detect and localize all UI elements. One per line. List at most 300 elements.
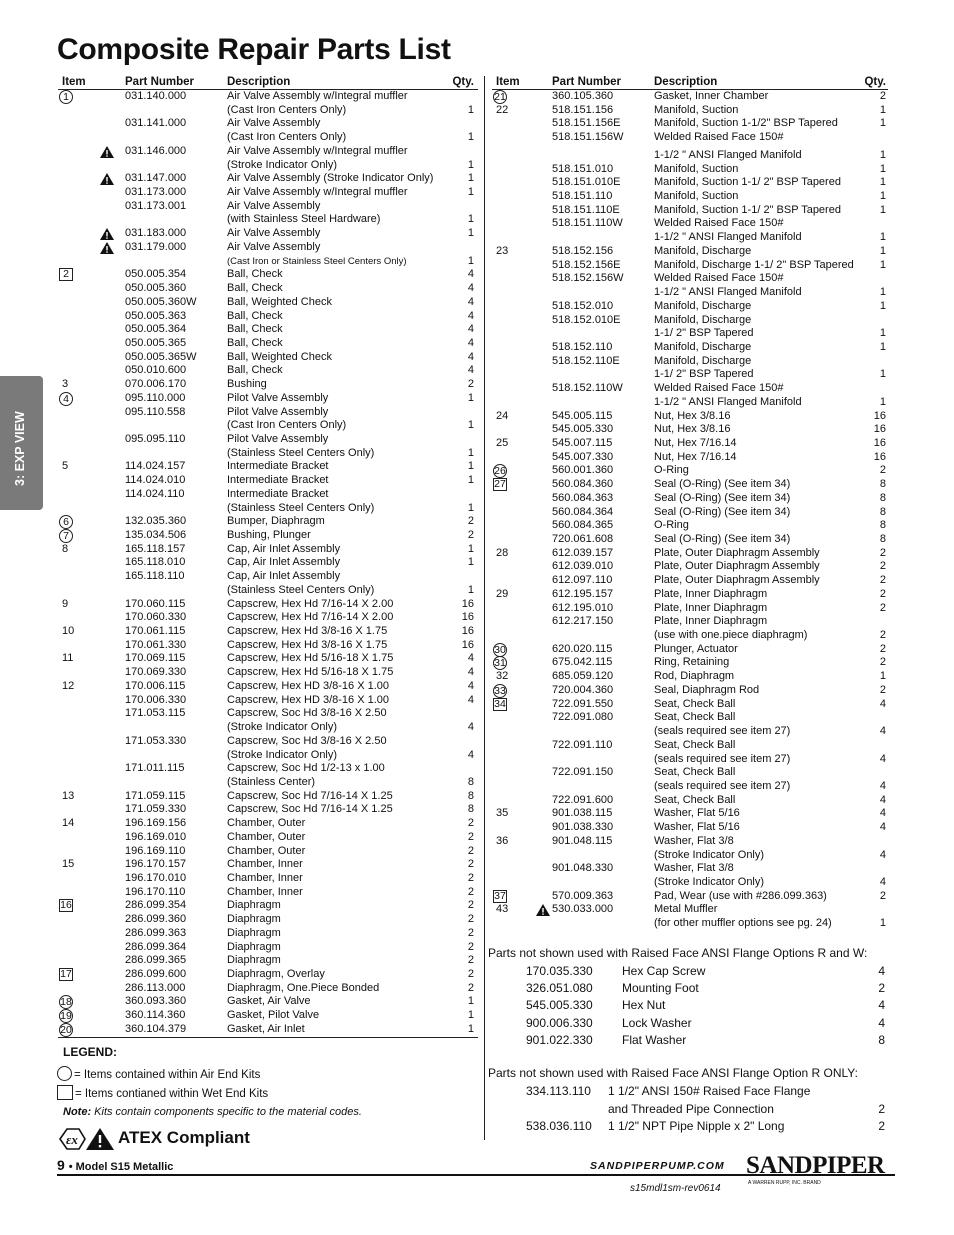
wet-end-marker: 17 bbox=[60, 968, 72, 980]
wet-end-marker: 16 bbox=[60, 899, 72, 912]
part-description: Ball, Weighted Check bbox=[227, 350, 332, 363]
part-description: Ball, Check bbox=[227, 282, 283, 295]
part-description: (Stainless Center) bbox=[227, 775, 316, 788]
table-row bbox=[492, 711, 888, 725]
part-qty: 2 bbox=[467, 913, 474, 926]
table-row bbox=[58, 1009, 478, 1023]
part-number: 612.195.010 bbox=[552, 601, 614, 614]
part-number: 360.105.360 bbox=[552, 90, 614, 102]
part-qty: 2 bbox=[467, 817, 474, 830]
part-qty: 1 bbox=[467, 583, 474, 596]
table-row bbox=[492, 643, 888, 657]
part-description: (Cast Iron Centers Only) bbox=[227, 419, 347, 432]
part-qty: 1 bbox=[879, 117, 886, 130]
table-row bbox=[58, 460, 478, 474]
part-description: Nut, Hex 3/8.16 bbox=[654, 423, 731, 436]
extra-description: 1 1/2" ANSI 150# Raised Face Flange bbox=[608, 1084, 811, 1098]
table-row bbox=[58, 296, 478, 310]
part-number: 612.097.110 bbox=[552, 574, 613, 587]
part-number: 170.069.330 bbox=[125, 666, 187, 679]
extra-part-number: 170.035.330 bbox=[526, 964, 593, 978]
part-qty: 8 bbox=[879, 491, 886, 504]
table-row bbox=[492, 876, 888, 890]
part-number: 171.059.330 bbox=[125, 803, 187, 816]
table-bottom-rule bbox=[58, 1037, 478, 1038]
page-number-value: 9 bbox=[57, 1157, 65, 1173]
item-number: 43 bbox=[496, 903, 509, 916]
part-number: 196.170.157 bbox=[125, 858, 187, 871]
table-row bbox=[492, 451, 888, 465]
table-row bbox=[492, 629, 888, 643]
part-qty: 4 bbox=[467, 282, 474, 295]
part-number: 545.005.115 bbox=[552, 409, 613, 422]
flange-rw-heading: Parts not shown used with Raised Face ANSI Flange Options R and W: bbox=[488, 946, 868, 960]
table-row bbox=[58, 872, 478, 886]
legend-box-text: = Items contianed within Wet End Kits bbox=[75, 1088, 269, 1100]
item-number: 32 bbox=[496, 670, 509, 683]
part-description: Bumper, Diaphragm bbox=[227, 515, 325, 528]
extra-part-number: 900.006.330 bbox=[526, 1015, 593, 1030]
part-description: (Cast Iron or Stainless Steel Centers Only) bbox=[227, 255, 407, 267]
table-row bbox=[58, 90, 478, 104]
part-number: 286.099.354 bbox=[125, 899, 187, 912]
part-qty: 1 bbox=[467, 213, 474, 226]
wet-end-marker: 34 bbox=[494, 697, 506, 710]
table-row bbox=[58, 790, 478, 804]
part-number: 685.059.120 bbox=[552, 670, 614, 683]
item-number: 24 bbox=[496, 409, 509, 422]
part-description: (seals required see item 27) bbox=[654, 779, 791, 792]
table-row bbox=[58, 762, 478, 776]
part-qty: 1 bbox=[467, 419, 474, 432]
table-row bbox=[58, 378, 478, 392]
table-row bbox=[492, 204, 888, 218]
table-row bbox=[58, 899, 478, 913]
part-number: 170.061.330 bbox=[125, 638, 187, 651]
part-number: 518.151.010 bbox=[552, 162, 614, 175]
part-description: Chamber, Outer bbox=[227, 830, 306, 843]
part-qty: 2 bbox=[467, 830, 474, 843]
part-qty: 4 bbox=[467, 350, 474, 363]
warning-icon bbox=[100, 242, 114, 254]
part-description: Ball, Check bbox=[227, 336, 283, 349]
part-qty: 4 bbox=[467, 652, 474, 665]
part-number: 196.169.156 bbox=[125, 817, 187, 830]
part-number: 050.005.364 bbox=[125, 323, 187, 336]
part-description: Capscrew, Hex Hd 7/16-14 X 2.00 bbox=[227, 597, 394, 610]
part-description: Seat, Check Ball bbox=[654, 793, 736, 806]
part-number: 518.151.156W bbox=[552, 131, 624, 144]
part-description: Bushing bbox=[227, 378, 267, 391]
part-description: Diaphragm bbox=[227, 899, 281, 912]
part-description: Seat, Check Ball bbox=[654, 711, 736, 724]
part-description: Welded Raised Face 150# bbox=[654, 131, 784, 144]
part-number: 570.009.363 bbox=[552, 889, 614, 902]
table-row bbox=[58, 941, 478, 955]
table-row bbox=[492, 533, 888, 547]
part-description: Gasket, Inner Chamber bbox=[654, 90, 769, 102]
part-number: 360.114.360 bbox=[125, 1009, 186, 1022]
part-qty: 8 bbox=[879, 505, 886, 518]
part-number: 196.170.110 bbox=[125, 885, 186, 898]
part-qty: 1 bbox=[879, 162, 886, 175]
table-header bbox=[58, 75, 478, 90]
part-number: 196.169.110 bbox=[125, 844, 186, 857]
part-number: 545.005.330 bbox=[552, 423, 614, 436]
table-row bbox=[58, 666, 478, 680]
part-description: (Stainless Steel Centers Only) bbox=[227, 501, 375, 514]
table-row bbox=[492, 739, 888, 753]
table-row bbox=[58, 241, 478, 255]
part-number: 518.151.156 bbox=[552, 103, 614, 116]
part-qty: 4 bbox=[467, 364, 474, 377]
part-description: Plunger, Actuator bbox=[654, 642, 738, 655]
part-description: Seal (O-Ring) (See item 34) bbox=[654, 533, 791, 545]
part-description: Manifold, Discharge bbox=[654, 313, 752, 326]
part-number: 560.084.363 bbox=[552, 491, 614, 504]
part-number: 050.005.360W bbox=[125, 295, 197, 308]
part-description: Rod, Diaphragm bbox=[654, 670, 735, 683]
part-qty: 2 bbox=[467, 981, 474, 994]
table-row bbox=[492, 656, 888, 670]
table-row bbox=[492, 341, 888, 355]
part-description: Capscrew, Soc Hd 3/8-16 X 2.50 bbox=[227, 707, 387, 720]
part-qty: 1 bbox=[879, 395, 886, 408]
wet-end-marker: 2 bbox=[59, 268, 73, 281]
part-number: 722.091.600 bbox=[552, 793, 614, 806]
part-description: Washer, Flat 5/16 bbox=[654, 821, 740, 834]
table-row bbox=[492, 670, 888, 684]
part-description: O-Ring bbox=[654, 519, 689, 532]
part-qty: 1 bbox=[879, 670, 886, 683]
part-description: Intermediate Bracket bbox=[227, 487, 329, 500]
note-label: Note: bbox=[63, 1106, 92, 1118]
table-row bbox=[58, 515, 478, 529]
table-row bbox=[492, 478, 888, 492]
part-description: Plate, Outer Diaphragm Assembly bbox=[654, 546, 820, 559]
part-number: 901.048.115 bbox=[552, 834, 613, 847]
brand-tagline: A WARREN RUPP, INC. BRAND bbox=[748, 1180, 821, 1186]
table-row bbox=[492, 615, 888, 629]
part-description: (Stroke Indicator Only) bbox=[227, 158, 338, 171]
part-qty: 2 bbox=[467, 844, 474, 857]
table-row bbox=[58, 213, 478, 227]
part-description: Plate, Inner Diaphragm bbox=[654, 601, 768, 614]
table-row bbox=[58, 474, 478, 488]
extra-part-number: 901.022.330 bbox=[526, 1032, 593, 1047]
part-qty: 1 bbox=[879, 176, 886, 189]
part-qty: 2 bbox=[879, 683, 886, 696]
table-row bbox=[492, 519, 888, 533]
part-qty: 1 bbox=[467, 186, 474, 199]
part-qty: 1 bbox=[467, 542, 474, 555]
table-row bbox=[58, 447, 478, 461]
part-description: Manifold, Discharge bbox=[654, 244, 752, 257]
table-row bbox=[492, 382, 888, 396]
table-row bbox=[58, 351, 478, 365]
warning-icon bbox=[100, 173, 114, 185]
part-qty: 4 bbox=[879, 793, 886, 806]
table-row bbox=[58, 543, 478, 557]
part-qty: 2 bbox=[467, 954, 474, 967]
table-row bbox=[492, 807, 888, 821]
part-description: Capscrew, Hex HD 3/8-16 X 1.00 bbox=[227, 679, 390, 692]
part-number: 518.151.010E bbox=[552, 176, 621, 189]
header-part-number: Part Number bbox=[552, 76, 622, 88]
part-number: 560.084.360 bbox=[552, 478, 614, 491]
part-description: Welded Raised Face 150# bbox=[654, 272, 784, 285]
table-row bbox=[58, 323, 478, 337]
part-description: (Cast Iron Centers Only) bbox=[227, 131, 347, 144]
item-number: 14 bbox=[62, 817, 75, 830]
part-description: (Stroke Indicator Only) bbox=[227, 748, 338, 761]
part-description: Manifold, Discharge bbox=[654, 340, 752, 353]
table-row bbox=[492, 437, 888, 451]
part-number: 518.152.156W bbox=[552, 272, 624, 285]
part-description: Nut, Hex 3/8.16 bbox=[654, 409, 731, 422]
part-number: 560.001.360 bbox=[552, 464, 614, 477]
part-description: Ring, Retaining bbox=[654, 656, 730, 669]
table-row bbox=[58, 419, 478, 433]
part-qty: 2 bbox=[879, 587, 886, 600]
part-description: Capscrew, Hex Hd 3/8-16 X 1.75 bbox=[227, 638, 388, 651]
part-number: 135.034.506 bbox=[125, 529, 187, 541]
table-row bbox=[58, 817, 478, 831]
part-number: 165.118.010 bbox=[125, 556, 186, 569]
part-description: (Stainless Steel Centers Only) bbox=[227, 583, 375, 596]
air-end-marker: 31 bbox=[494, 657, 506, 670]
item-number: 11 bbox=[62, 652, 74, 665]
part-description: Capscrew, Hex Hd 5/16-18 X 1.75 bbox=[227, 666, 394, 679]
part-number: 286.113.000 bbox=[125, 981, 186, 994]
part-qty: 4 bbox=[467, 679, 474, 692]
part-qty: 4 bbox=[879, 848, 886, 861]
table-row bbox=[58, 570, 478, 584]
part-qty: 2 bbox=[467, 885, 474, 898]
section-side-tab[interactable] bbox=[0, 376, 43, 510]
part-qty: 16 bbox=[873, 423, 886, 436]
part-qty: 4 bbox=[467, 721, 474, 734]
table-row bbox=[58, 200, 478, 214]
part-description: Seal, Diaphragm Rod bbox=[654, 683, 760, 696]
table-row bbox=[492, 849, 888, 863]
part-number: 518.152.010 bbox=[552, 299, 614, 312]
air-end-marker: 20 bbox=[60, 1023, 72, 1036]
table-row bbox=[58, 721, 478, 735]
part-qty: 1 bbox=[879, 286, 886, 299]
part-description: (Stroke Indicator Only) bbox=[654, 848, 765, 861]
part-description: Diaphragm, Overlay bbox=[227, 968, 325, 980]
header-description: Description bbox=[227, 76, 291, 88]
table-row bbox=[58, 117, 478, 131]
part-number: 901.038.330 bbox=[552, 821, 614, 834]
extra-qty: 8 bbox=[878, 1032, 885, 1047]
item-number: 9 bbox=[62, 597, 69, 610]
item-number: 12 bbox=[62, 679, 75, 692]
table-row bbox=[492, 753, 888, 767]
part-description: Manifold, Discharge bbox=[654, 299, 752, 312]
part-qty: 2 bbox=[879, 601, 886, 614]
part-description: 1-1/ 2" BSP Tapered bbox=[654, 327, 754, 340]
part-number: 170.006.330 bbox=[125, 693, 187, 706]
part-number: 518.152.110E bbox=[552, 354, 620, 367]
part-number: 171.059.115 bbox=[125, 789, 186, 802]
part-description: Diaphragm, One.Piece Bonded bbox=[227, 981, 380, 994]
part-description: Chamber, Inner bbox=[227, 858, 303, 871]
part-number: 031.183.000 bbox=[125, 227, 187, 240]
table-row bbox=[58, 707, 478, 721]
part-number: 722.091.110 bbox=[552, 738, 613, 751]
part-qty: 1 bbox=[879, 368, 886, 381]
table-row bbox=[58, 104, 478, 118]
extra-description: 1 1/2" NPT Pipe Nipple x 2" Long bbox=[608, 1119, 785, 1133]
part-description: Gasket, Air Inlet bbox=[227, 1022, 305, 1035]
header-qty: Qty. bbox=[452, 76, 474, 88]
flange-r-heading: Parts not shown used with Raised Face ANSI Flange Option R ONLY: bbox=[488, 1066, 858, 1080]
part-description: Air Valve Assembly bbox=[227, 240, 321, 253]
part-description: Bushing, Plunger bbox=[227, 529, 311, 541]
part-qty: 1 bbox=[467, 460, 474, 473]
part-description: Air Valve Assembly bbox=[227, 199, 321, 212]
warning-icon bbox=[100, 146, 114, 158]
legend-title: LEGEND: bbox=[63, 1045, 117, 1059]
part-description: Ball, Weighted Check bbox=[227, 295, 332, 308]
table-row bbox=[492, 355, 888, 369]
part-qty: 1 bbox=[879, 203, 886, 216]
table-row bbox=[492, 560, 888, 574]
item-number: 35 bbox=[496, 807, 509, 820]
extra-description: Flat Washer bbox=[622, 1032, 687, 1047]
extra-description: and Threaded Pipe Connection bbox=[608, 1101, 774, 1116]
part-description: Diaphragm bbox=[227, 940, 281, 953]
part-number: 050.005.363 bbox=[125, 309, 187, 322]
part-number: 196.170.010 bbox=[125, 871, 187, 884]
item-number: 28 bbox=[496, 546, 509, 559]
table-row bbox=[58, 803, 478, 817]
item-number: 8 bbox=[62, 542, 69, 555]
table-row bbox=[492, 217, 888, 231]
part-number: 560.084.364 bbox=[552, 505, 614, 518]
part-number: 170.006.115 bbox=[125, 679, 186, 692]
table-row bbox=[58, 995, 478, 1009]
header-item: Item bbox=[496, 76, 520, 88]
table-row bbox=[58, 749, 478, 763]
air-end-marker: 30 bbox=[494, 643, 506, 656]
part-number: 612.039.010 bbox=[552, 560, 614, 573]
table-row bbox=[58, 172, 478, 186]
part-qty: 1 bbox=[879, 258, 886, 271]
part-description: (Cast Iron Centers Only) bbox=[227, 103, 347, 116]
item-number: 5 bbox=[62, 460, 69, 473]
part-description: Pilot Valve Assembly bbox=[227, 391, 329, 404]
part-description: Manifold, Suction bbox=[654, 103, 739, 116]
table-row bbox=[58, 625, 478, 639]
part-number: 722.091.150 bbox=[552, 766, 614, 779]
part-description: Metal Muffler bbox=[654, 903, 718, 916]
part-qty: 1 bbox=[467, 474, 474, 487]
part-description: Air Valve Assembly bbox=[227, 117, 321, 130]
part-description: Chamber, Inner bbox=[227, 871, 303, 884]
table-row bbox=[58, 831, 478, 845]
table-row bbox=[58, 392, 478, 406]
part-number: 530.033.000 bbox=[552, 903, 614, 916]
table-row bbox=[58, 406, 478, 420]
part-number: 050.005.354 bbox=[125, 268, 187, 281]
extra-qty: 4 bbox=[878, 964, 885, 978]
table-row bbox=[58, 639, 478, 653]
part-description: Chamber, Outer bbox=[227, 817, 306, 830]
note-text: Kits contain components specific to the material codes. bbox=[91, 1106, 362, 1118]
part-number: 050.005.365W bbox=[125, 350, 197, 363]
wet-end-marker: 27 bbox=[494, 478, 506, 491]
table-row bbox=[492, 190, 888, 204]
legend-wet-end bbox=[57, 1085, 268, 1100]
header-part-number: Part Number bbox=[125, 76, 195, 88]
part-description: Seat, Check Ball bbox=[654, 766, 736, 779]
part-number: 031.147.000 bbox=[125, 172, 187, 185]
table-row bbox=[58, 652, 478, 666]
part-qty: 1 bbox=[879, 340, 886, 353]
part-description: 1-1/2 " ANSI Flanged Manifold bbox=[654, 286, 802, 299]
website-link[interactable]: SANDPIPERPUMP.COM bbox=[590, 1160, 725, 1172]
extra-qty: 4 bbox=[878, 998, 885, 1013]
part-description: Manifold, Discharge bbox=[654, 354, 752, 367]
part-qty: 2 bbox=[467, 940, 474, 953]
part-number: 560.084.365 bbox=[552, 519, 614, 532]
air-end-marker: 21 bbox=[494, 91, 506, 103]
part-qty: 1 bbox=[467, 227, 474, 240]
part-number: 901.038.115 bbox=[552, 807, 613, 820]
table-row bbox=[58, 858, 478, 872]
part-description: Seal (O-Ring) (See item 34) bbox=[654, 505, 791, 518]
part-description: Capscrew, Soc Hd 3/8-16 X 2.50 bbox=[227, 734, 387, 747]
part-description: Capscrew, Hex Hd 3/8-16 X 1.75 bbox=[227, 625, 388, 638]
extra-qty: 2 bbox=[878, 1101, 885, 1116]
part-qty: 16 bbox=[873, 450, 886, 463]
table-row bbox=[58, 255, 478, 269]
part-number: 901.048.330 bbox=[552, 862, 614, 875]
part-number: 518.152.010E bbox=[552, 313, 621, 326]
table-row bbox=[58, 268, 478, 282]
part-description: Welded Raised Face 150# bbox=[654, 382, 784, 395]
table-row bbox=[492, 286, 888, 300]
part-description: Intermediate Bracket bbox=[227, 474, 329, 487]
table-row bbox=[492, 890, 888, 904]
part-qty: 1 bbox=[467, 172, 474, 185]
part-number: 095.110.000 bbox=[125, 391, 186, 404]
part-qty: 1 bbox=[467, 556, 474, 569]
side-tab-label: 3: EXP VIEW bbox=[13, 411, 27, 486]
table-row bbox=[492, 821, 888, 835]
part-qty: 8 bbox=[467, 803, 474, 816]
part-number: 518.151.110E bbox=[552, 203, 620, 216]
part-description: (for other muffler options see pg. 24) bbox=[654, 917, 832, 930]
table-row bbox=[58, 159, 478, 173]
part-number: 612.217.150 bbox=[552, 615, 614, 628]
part-number: 545.007.330 bbox=[552, 450, 614, 463]
table-row bbox=[58, 968, 478, 982]
part-qty: 2 bbox=[467, 858, 474, 871]
part-description: Air Valve Assembly w/Integral muffler bbox=[227, 186, 408, 199]
part-description: (with Stainless Steel Hardware) bbox=[227, 213, 381, 226]
part-description: Ball, Check bbox=[227, 309, 283, 322]
parts-table-left bbox=[58, 75, 478, 1037]
table-row bbox=[492, 314, 888, 328]
part-description: (seals required see item 27) bbox=[654, 752, 791, 765]
part-description: Seat, Check Ball bbox=[654, 738, 736, 751]
part-number: 171.053.330 bbox=[125, 734, 187, 747]
part-number: 050.010.600 bbox=[125, 364, 187, 377]
